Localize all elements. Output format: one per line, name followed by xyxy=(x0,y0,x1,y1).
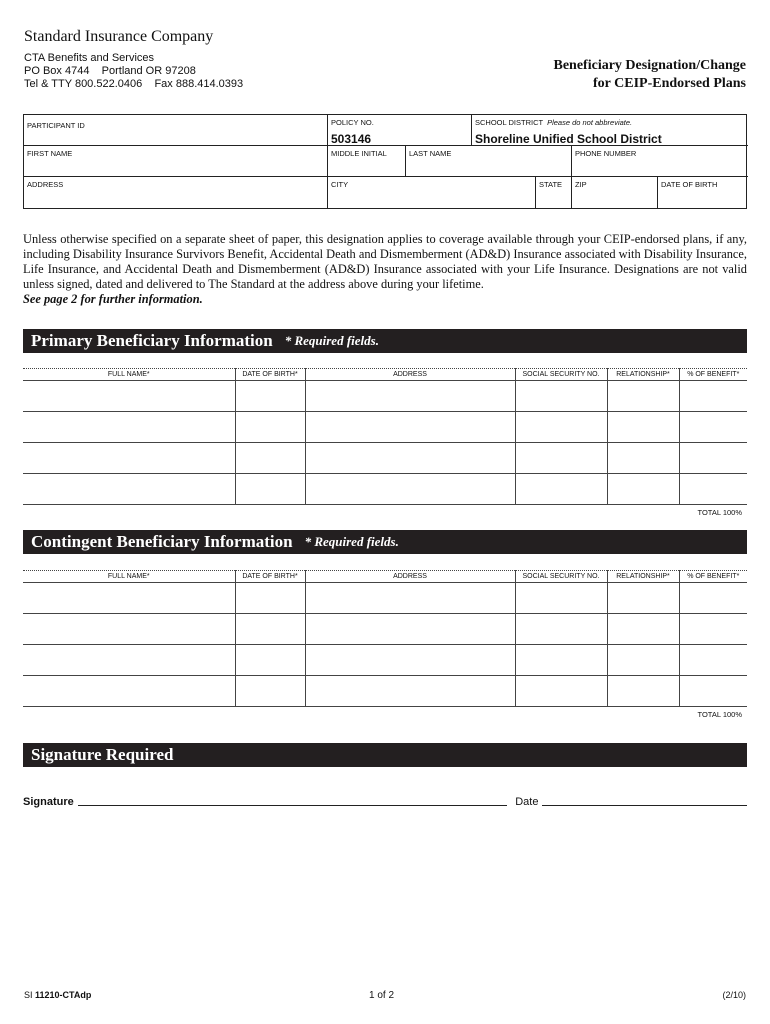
table-row xyxy=(23,583,747,614)
first-name-field[interactable] xyxy=(24,146,328,177)
department-name: CTA Benefits and Services xyxy=(24,52,155,64)
state-label: STATE xyxy=(539,180,563,189)
address-input[interactable] xyxy=(305,645,515,676)
ssn-input[interactable] xyxy=(515,583,607,614)
designation-paragraph xyxy=(23,232,747,307)
city-field[interactable] xyxy=(328,177,536,208)
col-full-name: FULL NAME* xyxy=(23,369,235,381)
participant-id-label: PARTICIPANT ID xyxy=(27,121,85,130)
date-of-birth-field[interactable] xyxy=(658,177,748,208)
primary-section-header xyxy=(23,329,747,353)
address-label: ADDRESS xyxy=(27,180,64,189)
col-address: ADDRESS xyxy=(305,369,515,381)
last-name-field[interactable] xyxy=(406,146,572,177)
col-date-of-birth: DATE OF BIRTH* xyxy=(235,369,305,381)
relationship-input[interactable] xyxy=(607,583,679,614)
col-relationship: RELATIONSHIP* xyxy=(607,369,679,381)
dob-input[interactable] xyxy=(235,583,305,614)
form-number xyxy=(24,990,91,1000)
relationship-input[interactable] xyxy=(607,412,679,443)
full-name-input[interactable] xyxy=(23,443,235,474)
last-name-label: LAST NAME xyxy=(409,149,452,158)
form-number-value: 11210-CTAdp xyxy=(35,990,92,1000)
dob-input[interactable] xyxy=(235,614,305,645)
percent-input[interactable] xyxy=(679,412,747,443)
primary-required-note: * Required fields. xyxy=(284,333,379,348)
revision-date: (2/10) xyxy=(722,990,746,1000)
full-name-input[interactable] xyxy=(23,412,235,443)
ssn-input[interactable] xyxy=(515,412,607,443)
form-title-line2: for CEIP-Endorsed Plans xyxy=(593,76,746,91)
primary-section-title: Primary Beneficiary Information xyxy=(31,331,273,350)
policy-no-value: 503146 xyxy=(331,132,372,146)
zip-field[interactable] xyxy=(572,177,658,208)
ssn-input[interactable] xyxy=(515,443,607,474)
percent-input[interactable] xyxy=(679,583,747,614)
col-percent-benefit: % OF BENEFIT* xyxy=(679,369,747,381)
relationship-input[interactable] xyxy=(607,381,679,412)
date-label: Date xyxy=(515,796,539,808)
contingent-total: TOTAL 100% xyxy=(697,710,742,719)
col-relationship: RELATIONSHIP* xyxy=(607,571,679,583)
percent-input[interactable] xyxy=(679,381,747,412)
primary-total: TOTAL 100% xyxy=(697,508,742,517)
contingent-section-title: Contingent Beneficiary Information xyxy=(31,532,293,551)
date-of-birth-label: DATE OF BIRTH xyxy=(661,180,718,189)
address-input[interactable] xyxy=(305,381,515,412)
form-number-prefix: SI xyxy=(24,990,33,1000)
policy-no-field[interactable] xyxy=(328,115,472,146)
signature-line[interactable] xyxy=(78,805,508,806)
ssn-input[interactable] xyxy=(515,676,607,707)
school-district-label: SCHOOL DISTRICT xyxy=(475,118,544,127)
dob-input[interactable] xyxy=(235,676,305,707)
mailing-address: PO Box 4744 Portland OR 97208 xyxy=(24,65,196,77)
school-district-field[interactable] xyxy=(472,115,748,146)
designation-text: Unless otherwise specified on a separate sheet of paper, this designation applies to coverage available through your CEIP-endorsed plans, if any, including Disability Insurance Survivors Benefit, Accidental Death and Dismemberment (AD&D) Insurance associated with Disability Insurance, Life Insurance, and Accidental Death and Dismemberment (AD&D) Insurance associated with your Life Insurance. Designations are not valid unless signed, dated and delivered to The Standard at the address above during your lifetime. xyxy=(23,232,747,291)
relationship-input[interactable] xyxy=(607,676,679,707)
full-name-input[interactable] xyxy=(23,583,235,614)
company-name: Standard Insurance Company xyxy=(24,28,214,45)
date-line[interactable] xyxy=(542,805,747,806)
see-page-2-note: See page 2 for further information. xyxy=(23,292,203,306)
city-label: CITY xyxy=(331,180,349,189)
school-district-value: Shoreline Unified School District xyxy=(475,132,662,146)
zip-label: ZIP xyxy=(575,180,587,189)
ssn-input[interactable] xyxy=(515,614,607,645)
signature-section-header xyxy=(23,743,747,767)
dob-input[interactable] xyxy=(235,645,305,676)
state-field[interactable] xyxy=(536,177,572,208)
percent-input[interactable] xyxy=(679,676,747,707)
percent-input[interactable] xyxy=(679,443,747,474)
col-address: ADDRESS xyxy=(305,571,515,583)
contact-numbers: Tel & TTY 800.522.0406 Fax 888.414.0393 xyxy=(24,78,244,90)
full-name-input[interactable] xyxy=(23,614,235,645)
form-title xyxy=(554,57,747,93)
percent-input[interactable] xyxy=(679,474,747,505)
table-header-row xyxy=(23,369,747,381)
dob-input[interactable] xyxy=(235,443,305,474)
contingent-beneficiary-table xyxy=(23,570,747,707)
phone-number-label: PHONE NUMBER xyxy=(575,149,637,158)
table-row xyxy=(23,412,747,443)
form-title-line1: Beneficiary Designation/Change xyxy=(553,58,746,73)
address-input[interactable] xyxy=(305,412,515,443)
middle-initial-field[interactable] xyxy=(328,146,406,177)
school-district-note: Please do not abbreviate. xyxy=(547,118,633,127)
table-row xyxy=(23,381,747,412)
table-row xyxy=(23,676,747,707)
relationship-input[interactable] xyxy=(607,443,679,474)
percent-input[interactable] xyxy=(679,645,747,676)
signature-label: Signature xyxy=(23,796,74,808)
dob-input[interactable] xyxy=(235,381,305,412)
signature-section-title: Signature Required xyxy=(31,745,174,764)
ssn-input[interactable] xyxy=(515,381,607,412)
col-ssn: SOCIAL SECURITY NO. xyxy=(515,571,607,583)
participant-id-field[interactable] xyxy=(24,115,328,146)
relationship-input[interactable] xyxy=(607,614,679,645)
middle-initial-label: MIDDLE INITIAL xyxy=(331,149,387,158)
full-name-input[interactable] xyxy=(23,381,235,412)
col-ssn: SOCIAL SECURITY NO. xyxy=(515,369,607,381)
col-date-of-birth: DATE OF BIRTH* xyxy=(235,571,305,583)
participant-info-grid xyxy=(23,114,747,209)
table-row xyxy=(23,645,747,676)
dob-input[interactable] xyxy=(235,412,305,443)
address-input[interactable] xyxy=(305,614,515,645)
full-name-input[interactable] xyxy=(23,676,235,707)
ssn-input[interactable] xyxy=(515,645,607,676)
contingent-required-note: * Required fields. xyxy=(304,534,399,549)
address-input[interactable] xyxy=(305,443,515,474)
policy-no-label: POLICY NO. xyxy=(331,118,374,127)
table-header-row xyxy=(23,571,747,583)
col-percent-benefit: % OF BENEFIT* xyxy=(679,571,747,583)
full-name-input[interactable] xyxy=(23,645,235,676)
table-row xyxy=(23,443,747,474)
relationship-input[interactable] xyxy=(607,645,679,676)
first-name-label: FIRST NAME xyxy=(27,149,73,158)
dob-input[interactable] xyxy=(235,474,305,505)
contingent-section-header xyxy=(23,530,747,554)
signature-row xyxy=(23,796,747,808)
relationship-input[interactable] xyxy=(607,474,679,505)
full-name-input[interactable] xyxy=(23,474,235,505)
percent-input[interactable] xyxy=(679,614,747,645)
phone-number-field[interactable] xyxy=(572,146,748,177)
primary-beneficiary-table xyxy=(23,368,747,505)
address-input[interactable] xyxy=(305,583,515,614)
address-input[interactable] xyxy=(305,474,515,505)
address-field[interactable] xyxy=(24,177,328,208)
table-row xyxy=(23,614,747,645)
table-row xyxy=(23,474,747,505)
page-number: 1 of 2 xyxy=(369,990,395,1001)
ssn-input[interactable] xyxy=(515,474,607,505)
col-full-name: FULL NAME* xyxy=(23,571,235,583)
address-input[interactable] xyxy=(305,676,515,707)
